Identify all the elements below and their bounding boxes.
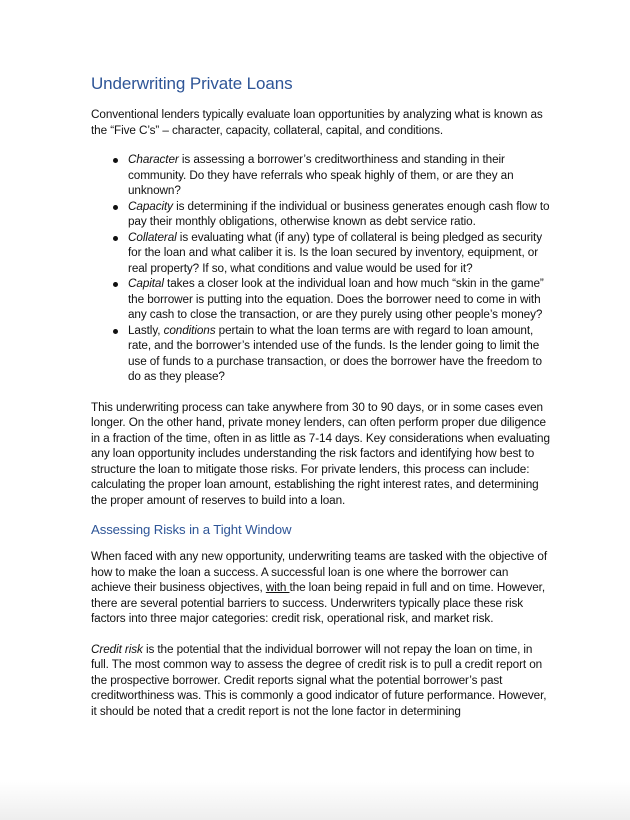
page-title: Underwriting Private Loans — [91, 74, 293, 93]
process-paragraph: This underwriting process can take anywhere from 30 to 90 days, or in some cases even longer. On the other hand, private money lenders, can often perform proper due diligence in a fraction of the time, often in as little as 7-14 days. Key considerations when evaluating any loan opportunity includes understanding the risk factors and identifying how best to structure the loan to mitigate those risks. For private lenders, this process can include: calculating the proper loan amount, establishing the right interest rates, and determining the proper amount of reserves to build into a loan. — [91, 400, 550, 507]
intro-paragraph: Conventional lenders typically evaluate loan opportunities by analyzing what is known as the “Five C’s” – character, capacity, collateral, capital, and conditions. — [91, 108, 543, 137]
bullet-icon — [113, 158, 118, 163]
list-item-capital: Capital takes a closer look at the individual loan and how much “skin in the game” the borrower is putting into the equation. Does the borrower need to come in with any cash to close the transaction, or are they purely using other people’s money? — [91, 276, 551, 323]
underlined-word: with — [265, 581, 290, 594]
risk-paragraph: When faced with any new opportunity, underwriting teams are tasked with the objective of how to make the loan a success. A successful loan is one where the borrower can achieve their business objectives, with the loan being repaid in full and on time. However, there are several potential barriers to success. Underwriters typically place these risk factors into three major categories: credit risk, operational risk, and market risk. — [91, 550, 548, 625]
bullet-icon — [113, 282, 118, 287]
term-credit-risk: Credit risk — [91, 642, 143, 656]
list-item-capacity: Capacity is determining if the individual or business generates enough cash flow to pay their monthly obligations, otherwise known as debt service ratio. — [91, 199, 551, 230]
list-item-conditions: Lastly, conditions pertain to what the loan terms are with regard to loan amount, rate, and the borrower’s intended use of the funds. Is the lender going to limit the use of funds to a purchase transaction, or does the borrower have the freedom to do as they please? — [91, 323, 551, 385]
list-item-character: Character is assessing a borrower’s creditworthiness and standing in their community. Do they have referrals who speak highly of them, or are they an unknown? — [91, 152, 551, 199]
bullet-icon — [113, 329, 118, 334]
list-item-collateral: Collateral is evaluating what (if any) type of collateral is being pledged as security for the loan and what caliber it is. Is the loan secured by inventory, equipment, or real property? If so, what conditions and value would be used for it? — [91, 230, 551, 277]
term-capital: Capital — [128, 277, 164, 290]
document-body — [91, 74, 551, 719]
page-bottom-shadow — [0, 782, 630, 820]
section-heading: Assessing Risks in a Tight Window — [91, 522, 292, 537]
five-cs-list — [91, 152, 551, 385]
credit-risk-paragraph: Credit risk is the potential that the individual borrower will not repay the loan on time, in full. The most common way to assess the degree of credit risk is to pull a credit report on the prospective borrower. Credit reports signal what the potential borrower’s past creditworthiness was. This is commonly a good indicator of future performance. However, it should be noted that a credit report is not the lone factor in determining — [91, 642, 547, 718]
term-capacity: Capacity — [128, 199, 173, 213]
term-conditions: conditions — [163, 323, 216, 337]
bullet-icon — [113, 236, 118, 241]
term-collateral: Collateral — [128, 230, 177, 244]
term-character: Character — [128, 153, 179, 166]
bullet-icon — [113, 205, 118, 210]
